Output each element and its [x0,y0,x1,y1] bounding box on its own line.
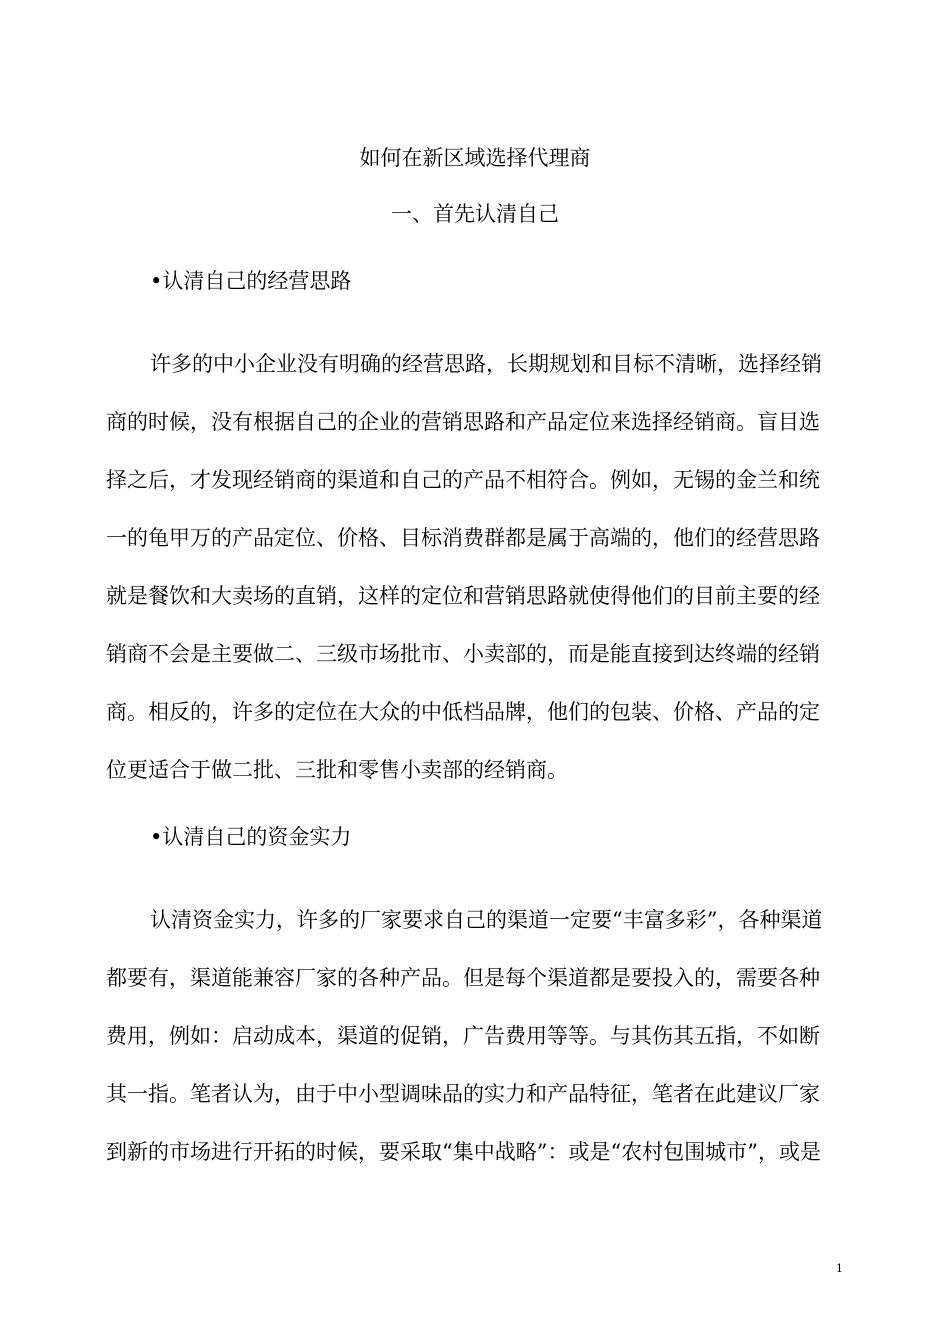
paragraph [106,335,866,799]
paragraph-line: 位更适合于做二批、三批和零售小卖部的经销商。 [106,758,568,782]
paragraph-line: 商的时候，没有根据自己的企业的营销思路和产品定位来选择经销商。盲目选 [106,410,820,434]
subsection-heading: •认清自己的资金实力 [150,825,352,849]
paragraph-line: 认清资金实力，许多的厂家要求自己的渠道一定要“丰富多彩”，各种渠道 [150,908,823,932]
paragraph-line: 商。相反的，许多的定位在大众的中低档品牌，他们的包装、价格、产品的定 [106,700,820,724]
paragraph-line: 其一指。笔者认为，由于中小型调味品的实力和产品特征，笔者在此建议厂家 [106,1082,820,1106]
subsection-heading: •认清自己的经营思路 [150,269,352,293]
paragraph-line: 一的龟甲万的产品定位、价格、目标消费群都是属于高端的，他们的经营思路 [106,526,820,550]
page-number: 1 [836,1262,843,1275]
paragraph-line: 都要有，渠道能兼容厂家的各种产品。但是每个渠道都是要投入的，需要各种 [106,966,820,990]
paragraph-line: 许多的中小企业没有明确的经营思路，长期规划和目标不清晰，选择经销 [150,352,822,376]
paragraph-line: 销商不会是主要做二、三级市场批市、小卖部的，而是能直接到达终端的经销 [106,642,820,666]
paragraph-line: 择之后，才发现经销商的渠道和自己的产品不相符合。例如，无锡的金兰和统 [106,468,820,492]
paragraph-line: 到新的市场进行开拓的时候，要采取“集中战略”：或是“农村包围城市”，或是 [106,1140,821,1164]
document-title: 如何在新区域选择代理商 [359,146,591,170]
paragraph-line: 就是餐饮和大卖场的直销，这样的定位和营销思路就使得他们的目前主要的经 [106,584,820,608]
paragraph [106,891,866,1181]
paragraph-line: 费用，例如：启动成本，渠道的促销，广告费用等等。与其伤其五指，不如断 [106,1024,820,1048]
section-heading: 一、首先认清自己 [391,202,559,226]
